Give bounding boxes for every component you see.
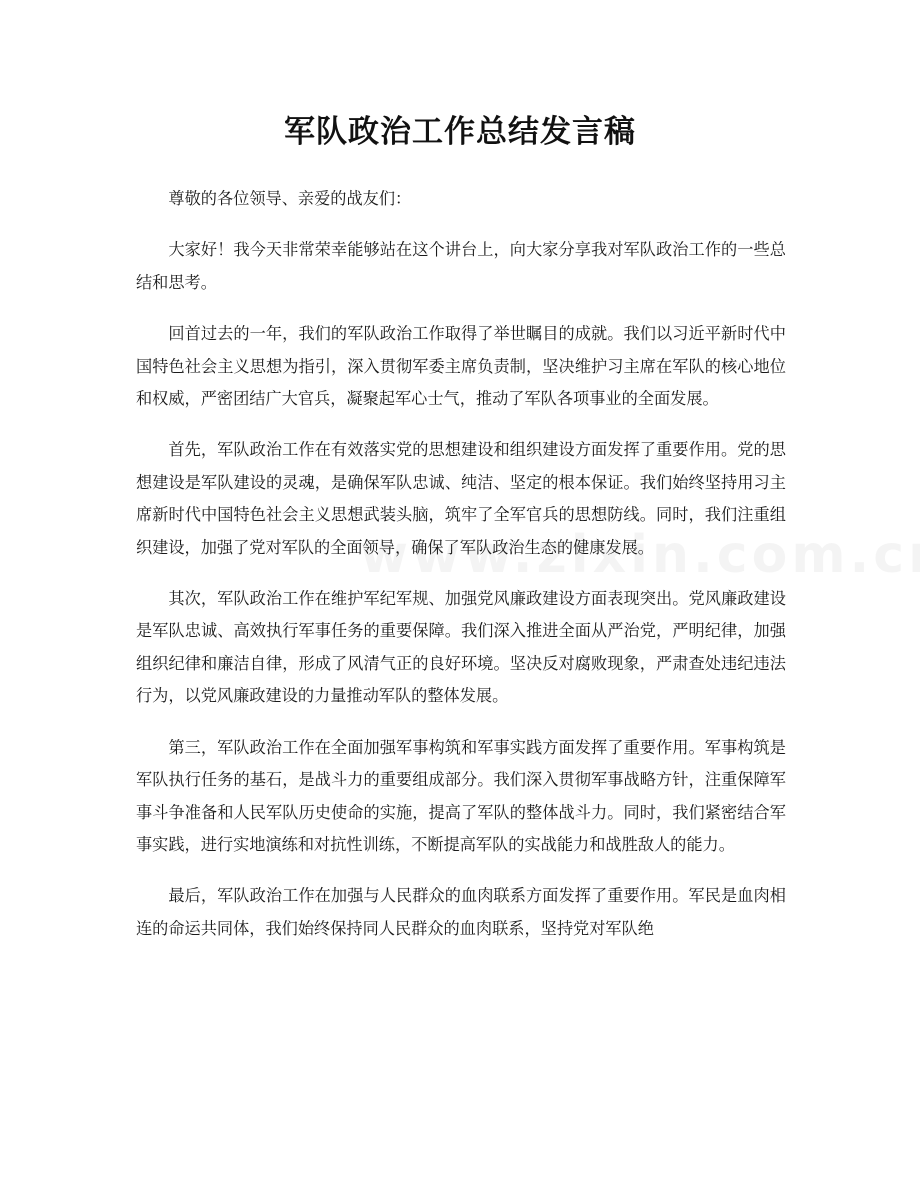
document-body — [136, 183, 786, 964]
first-point-paragraph: 首先，军队政治工作在有效落实党的思想建设和组织建设方面发挥了重要作用。党的思想建设是军队建设的灵魂，是确保军队忠诚、纯洁、坚定的根本保证。我们始终坚持用习主席新时代中国特色社会主义思想武装头脑，筑牢了全军官兵的思想防线。同时，我们注重组织建设，加强了党对军队的全面领导，确保了军队政治生态的健康发展。 — [136, 440, 786, 557]
review-paragraph: 回首过去的一年，我们的军队政治工作取得了举世瞩目的成就。我们以习近平新时代中国特色社会主义思想为指引，深入贯彻军委主席负责制，坚决维护习主席在军队的核心地位和权威，严密团结广大官兵，凝聚起军心士气，推动了军队各项事业的全面发展。 — [136, 324, 786, 409]
last-point-paragraph: 最后，军队政治工作在加强与人民群众的血肉联系方面发挥了重要作用。军民是血肉相连的命运共同体，我们始终保持同人民群众的血肉联系，坚持党对军队绝 — [136, 886, 786, 938]
intro-paragraph: 大家好！我今天非常荣幸能够站在这个讲台上，向大家分享我对军队政治工作的一些总结和思考。 — [136, 240, 786, 292]
second-point-paragraph: 其次，军队政治工作在维护军纪军规、加强党风廉政建设方面表现突出。党风廉政建设是军队忠诚、高效执行军事任务的重要保障。我们深入推进全面从严治党，严明纪律，加强组织纪律和廉洁自律，形成了风清气正的良好环境。坚决反对腐败现象，严肃查处违纪违法行为，以党风廉政建设的力量推动军队的整体发展。 — [136, 589, 786, 706]
third-point-paragraph: 第三，军队政治工作在全面加强军事构筑和军事实践方面发挥了重要作用。军事构筑是军队执行任务的基石，是战斗力的重要组成部分。我们深入贯彻军事战略方针，注重保障军事斗争准备和人民军队历史使命的实施，提高了军队的整体战斗力。同时，我们紧密结合军事实践，进行实地演练和对抗性训练，不断提高军队的实战能力和战胜敌人的能力。 — [136, 737, 786, 854]
greeting-paragraph: 尊敬的各位领导、亲爱的战友们： — [168, 189, 412, 208]
document-title: 军队政治工作总结发言稿 — [284, 114, 636, 150]
